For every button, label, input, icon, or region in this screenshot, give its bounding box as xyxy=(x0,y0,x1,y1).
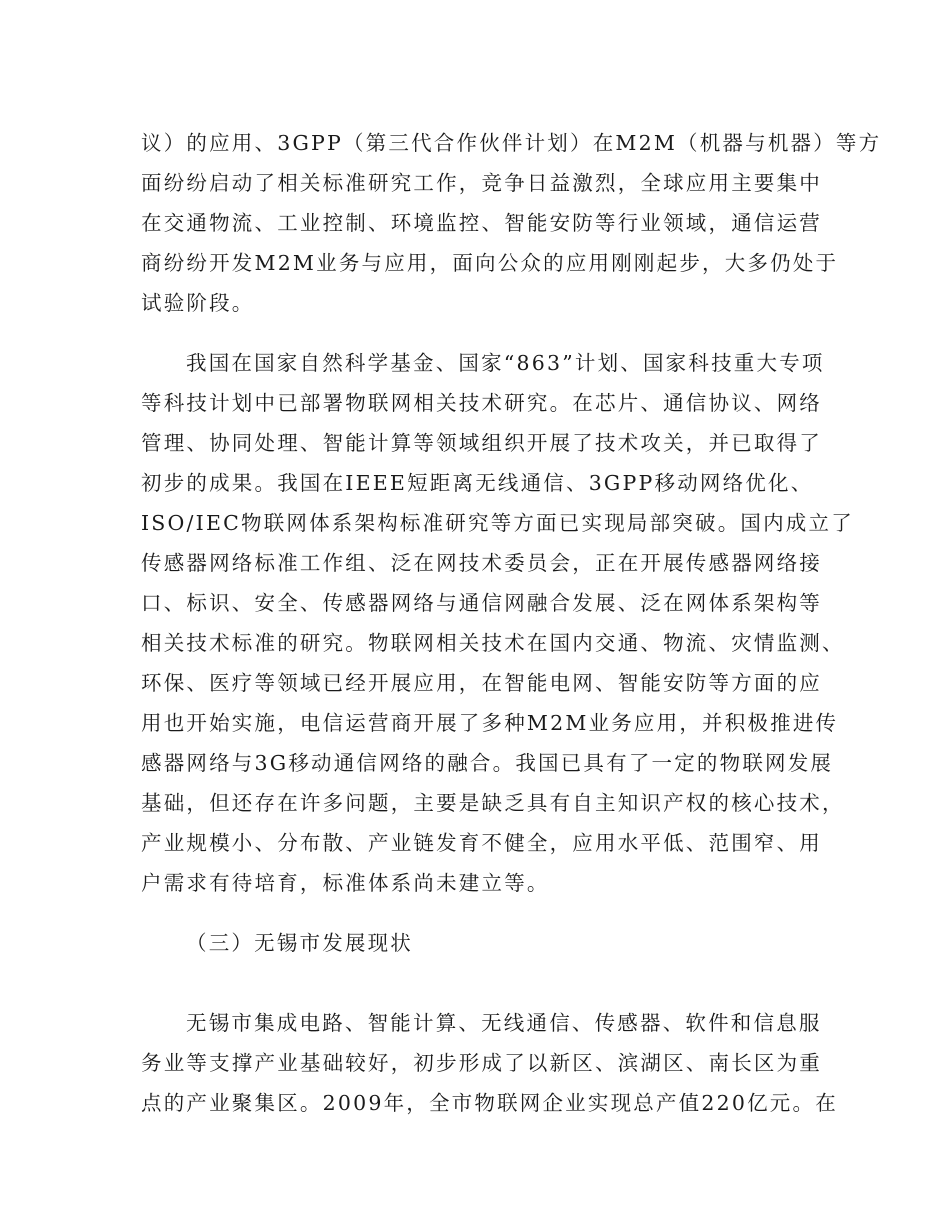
text-line: 议）的应用、3GPP（第三代合作伙伴计划）在M2M（机器与机器）等方 xyxy=(141,131,882,155)
text-line: 口、标识、安全、传感器网络与通信网融合发展、泛在网体系架构等 xyxy=(141,591,822,615)
text-line: 点的产业聚集区。2009年，全市物联网企业实现总产值220亿元。在 xyxy=(141,1091,838,1115)
text-line: 户需求有待培育，标准体系尚未建立等。 xyxy=(141,871,550,895)
text-line: 等科技计划中已部署物联网相关技术研究。在芯片、通信协议、网络 xyxy=(141,391,822,415)
text-line: 面纷纷启动了相关标准研究工作，竞争日益激烈，全球应用主要集中 xyxy=(141,171,822,195)
text-line: 管理、协同处理、智能计算等领域组织开展了技术攻关，并已取得了 xyxy=(141,431,822,455)
text-line: 基础，但还存在许多问题，主要是缺乏具有自主知识产权的核心技术， xyxy=(141,791,845,815)
text-line: 试验阶段。 xyxy=(141,291,255,315)
section-heading: （三）无锡市发展现状 xyxy=(186,931,413,955)
text-line: 传感器网络标准工作组、泛在网技术委员会，正在开展传感器网络接 xyxy=(141,551,822,575)
text-line: 务业等支撑产业基础较好，初步形成了以新区、滨湖区、南长区为重 xyxy=(141,1051,822,1075)
text-line: 商纷纷开发M2M业务与应用，面向公众的应用刚刚起步，大多仍处于 xyxy=(141,251,839,275)
text-line: 无锡市集成电路、智能计算、无线通信、传感器、软件和信息服 xyxy=(186,1011,822,1035)
text-line: 相关技术标准的研究。物联网相关技术在国内交通、物流、灾情监测、 xyxy=(141,631,845,655)
text-line: 用也开始实施，电信运营商开展了多种M2M业务应用，并积极推进传 xyxy=(141,711,839,735)
text-line: 环保、医疗等领域已经开展应用，在智能电网、智能安防等方面的应 xyxy=(141,671,822,695)
text-line: 初步的成果。我国在IEEE短距离无线通信、3GPP移动网络优化、 xyxy=(141,471,814,495)
text-line: 我国在国家自然科学基金、国家“863”计划、国家科技重大专项 xyxy=(186,351,825,375)
text-line: 在交通物流、工业控制、环境监控、智能安防等行业领域，通信运营 xyxy=(141,211,822,235)
text-line: 产业规模小、分布散、产业链发育不健全，应用水平低、范围窄、用 xyxy=(141,831,822,855)
text-line: ISO/IEC物联网体系架构标准研究等方面已实现局部突破。国内成立了 xyxy=(141,511,854,535)
text-line: 感器网络与3G移动通信网络的融合。我国已具有了一定的物联网发展 xyxy=(141,751,834,775)
